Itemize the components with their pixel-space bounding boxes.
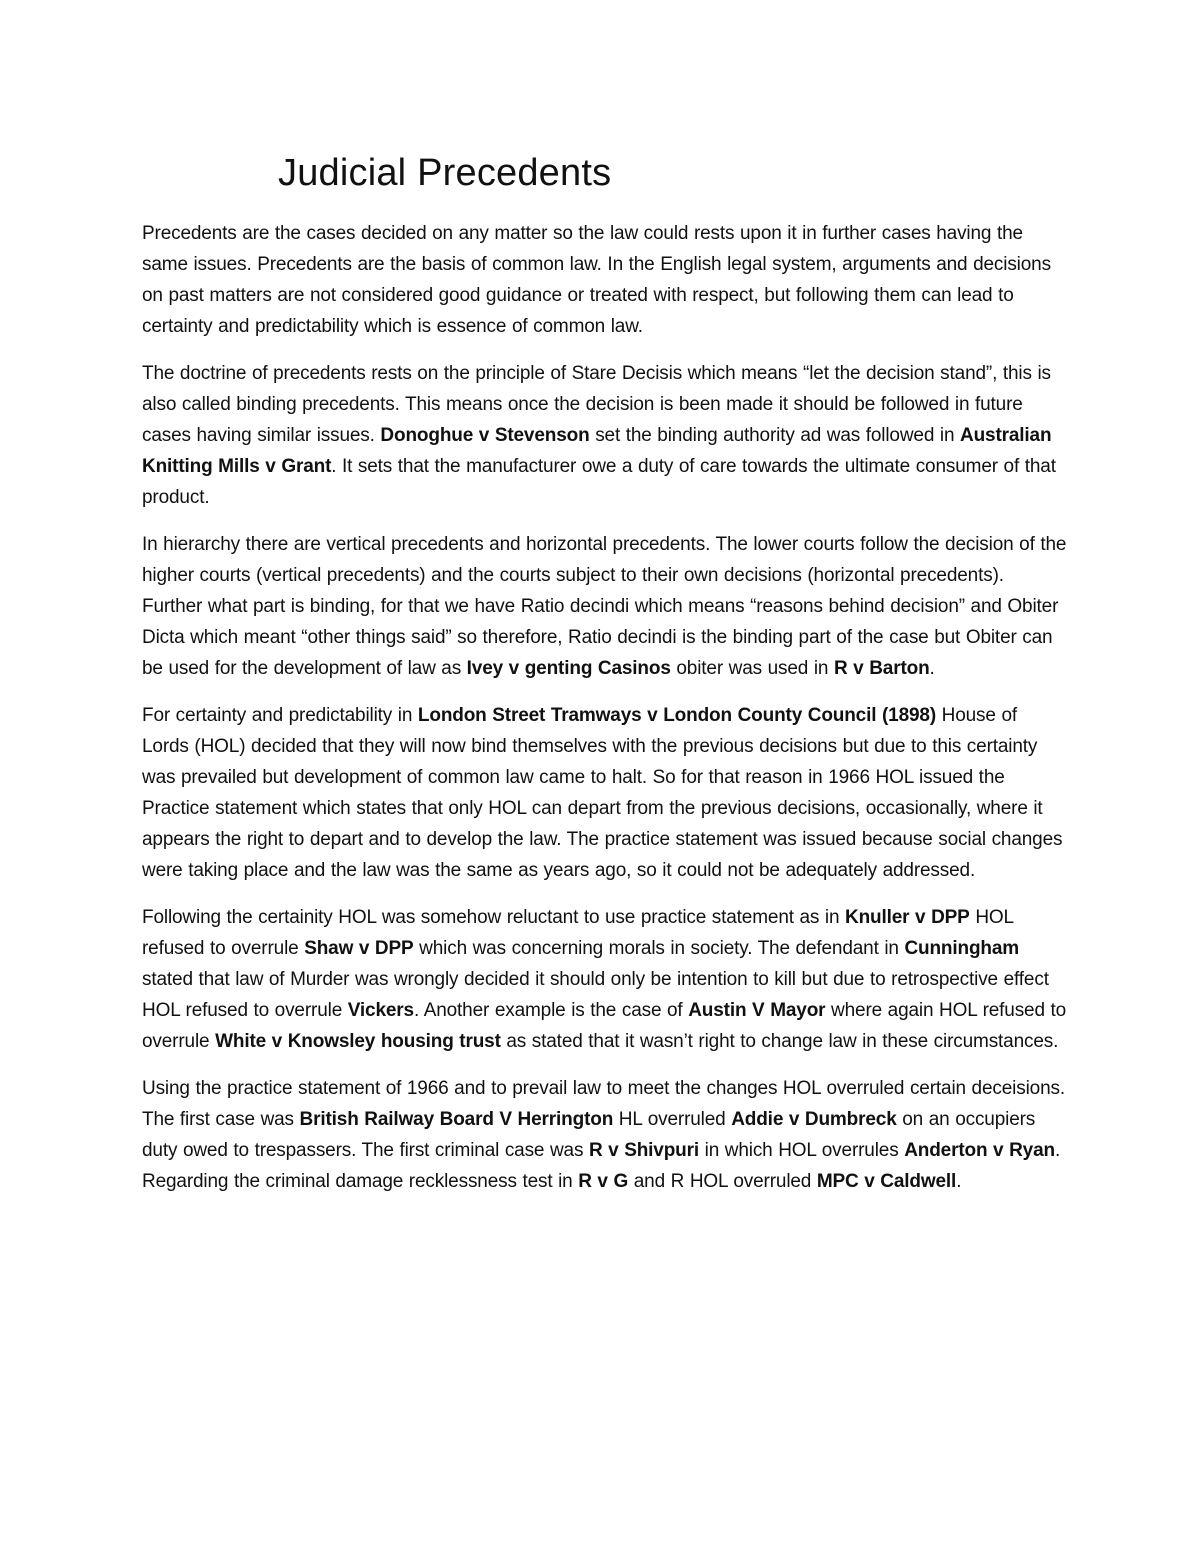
case-citation: Addie v Dumbreck	[731, 1109, 897, 1130]
case-citation: R v Shivpuri	[588, 1140, 700, 1161]
text-run: which was concerning morals in society. The defendant in	[413, 938, 905, 959]
case-citation: British Railway Board V Herrington	[299, 1109, 614, 1130]
text-run: obiter was used in	[670, 658, 834, 679]
text-run: Using the practice statement of 1966 and to prevail law to meet the changes HOL overruled certain deceisions. The first case was	[142, 1078, 1065, 1130]
case-citation: R v Barton	[833, 658, 930, 679]
text-run: and R HOL overruled	[628, 1171, 817, 1192]
paragraph-6	[142, 1073, 1067, 1197]
case-citation: Donoghue v Stevenson	[380, 425, 590, 446]
text-run: House of Lords (HOL) decided that they will now bind themselves with the previous decisions but due to this certainty was prevailed but development of common law came to halt. So for that reason in 1966 HOL issued the Practice statement which states that only HOL can depart from the previous decisions, occasionally, where it appears the right to depart and to develop the law. The practice statement was issued because social changes were taking place and the law was the same as years ago, so it could not be adequately addressed.	[142, 705, 1063, 881]
paragraph-3	[142, 529, 1067, 684]
text-run: where again HOL refused to overrule	[142, 1000, 1067, 1052]
case-citation: Anderton v Ryan	[904, 1140, 1055, 1161]
case-citation: MPC v Caldwell	[816, 1171, 957, 1192]
case-citation: Austin V Mayor	[688, 1000, 826, 1021]
text-run: The doctrine of precedents rests on the principle of Stare Decisis which means “let the decision stand”, this is also called binding precedents. This means once the decision is been made it should be followed in future cases having similar issues.	[142, 363, 1051, 446]
paragraph-4	[142, 700, 1067, 886]
text-run: .	[929, 658, 935, 679]
text-run: on an occupiers duty owed to trespassers. The first criminal case was	[142, 1109, 1036, 1161]
case-citation: Shaw v DPP	[304, 938, 414, 959]
case-citation: Cunningham	[904, 938, 1020, 959]
case-citation: Australian Knitting Mills v Grant	[142, 425, 1052, 477]
case-citation: Vickers	[347, 1000, 414, 1021]
case-citation: R v G	[578, 1171, 629, 1192]
document-title: Judicial Precedents	[278, 152, 612, 194]
text-run: in which HOL overrules	[699, 1140, 905, 1161]
case-citation: White v Knowsley housing trust	[215, 1031, 501, 1052]
paragraph-5	[142, 902, 1067, 1057]
document-body	[142, 218, 1067, 1213]
paragraph-2	[142, 358, 1067, 513]
text-run: HL overruled	[613, 1109, 732, 1130]
text-run: . Another example is the case of	[413, 1000, 689, 1021]
text-run: .	[956, 1171, 962, 1192]
text-run: set the binding authority ad was followed in	[589, 425, 961, 446]
case-citation: London Street Tramways v London County Council (1898)	[417, 705, 937, 726]
text-run: Precedents are the cases decided on any matter so the law could rests upon it in further cases having the same issues. Precedents are the basis of common law. In the English legal system, arguments and decisions on past matters are not considered good guidance or treated with respect, but following them can lead to certainty and predictability which is essence of common law.	[142, 223, 1051, 337]
text-run: . Regarding the criminal damage recklessness test in	[142, 1140, 1061, 1192]
text-run: In hierarchy there are vertical precedents and horizontal precedents. The lower courts follow the decision of the higher courts (vertical precedents) and the courts subject to their own decisions (horizontal precedents). Further what part is binding, for that we have Ratio decindi which means “reasons behind decision” and Obiter Dicta which meant “other things said” so therefore, Ratio decindi is the binding part of the case but Obiter can be used for the development of law as	[142, 534, 1067, 679]
text-run: . It sets that the manufacturer owe a duty of care towards the ultimate consumer of that product.	[142, 456, 1056, 508]
paragraph-1	[142, 218, 1067, 342]
case-citation: Ivey v genting Casinos	[466, 658, 671, 679]
text-run: stated that law of Murder was wrongly decided it should only be intention to kill but due to retrospective effect HOL refused to overrule	[142, 969, 1049, 1021]
text-run: Following the certainity HOL was somehow reluctant to use practice statement as in	[142, 907, 846, 928]
text-run: HOL refused to overrule	[142, 907, 1014, 959]
text-run: as stated that it wasn’t right to change law in these circumstances.	[500, 1031, 1059, 1052]
case-citation: Knuller v DPP	[845, 907, 970, 928]
text-run: For certainty and predictability in	[142, 705, 418, 726]
